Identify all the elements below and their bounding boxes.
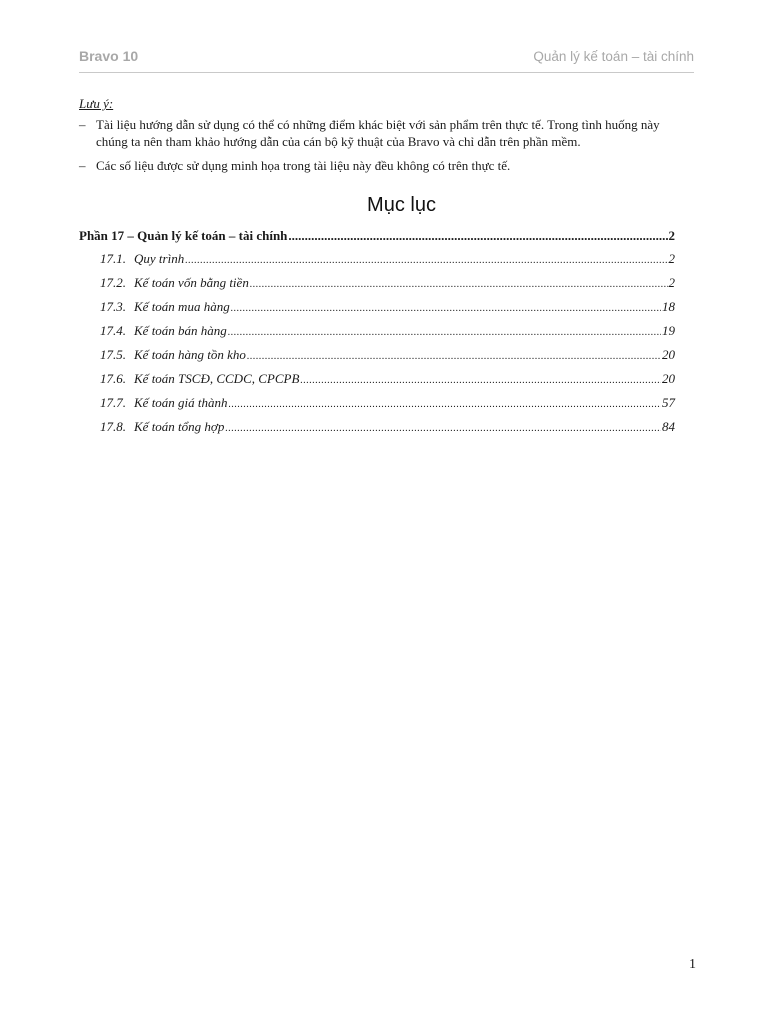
- toc-leader-dots: [229, 394, 661, 413]
- toc-entry-page: 19: [662, 323, 675, 338]
- toc-entry[interactable]: [79, 322, 675, 346]
- toc-entry-main[interactable]: [79, 227, 675, 250]
- note-block: [79, 95, 694, 181]
- toc-entry-text: Kế toán bán hàng: [134, 323, 227, 338]
- header-section-title: Quản lý kế toán – tài chính: [533, 49, 694, 64]
- toc-entry-page: 2: [668, 275, 675, 290]
- toc-entry-page: 2: [668, 251, 675, 266]
- toc-leader-dots: [231, 298, 661, 317]
- toc-entry-page: 18: [662, 299, 675, 314]
- toc-entry[interactable]: [79, 394, 675, 418]
- toc-leader-dots: [228, 322, 661, 341]
- toc-entry-number: 17.5.: [100, 347, 126, 362]
- toc-entry[interactable]: [79, 370, 675, 394]
- toc-leader-dots: [225, 418, 661, 437]
- toc-entry-text: Kế toán mua hàng: [134, 299, 230, 314]
- toc-entry-text: Kế toán hàng tồn kho: [134, 347, 246, 362]
- toc-entry-number: 17.3.: [100, 299, 126, 314]
- toc-entry-text: Kế toán giá thành: [134, 395, 228, 410]
- toc-entry-page: 2: [668, 228, 675, 243]
- page-header: [79, 46, 694, 73]
- note-item: [79, 116, 694, 150]
- toc-leader-dots: [247, 346, 661, 365]
- toc-entry-text: Kế toán TSCĐ, CCDC, CPCPB: [134, 371, 300, 386]
- note-title: Lưu ý:: [79, 96, 114, 111]
- toc-leader-dots: [300, 370, 661, 389]
- toc-entry[interactable]: [79, 418, 675, 442]
- toc-entry-number: 17.2.: [100, 275, 126, 290]
- toc-entry-text: Phần 17 – Quản lý kế toán – tài chính: [79, 228, 288, 243]
- toc-entry-page: 57: [662, 395, 675, 410]
- toc-leader-dots: [250, 274, 668, 293]
- toc-entry-page: 20: [662, 347, 675, 362]
- toc-entry[interactable]: [79, 250, 675, 274]
- dash-bullet: –: [79, 158, 86, 173]
- page-number: 1: [689, 957, 696, 972]
- note-item: [79, 157, 694, 174]
- header-product-name: Bravo 10: [79, 48, 139, 64]
- toc-entry-number: 17.6.: [100, 371, 126, 386]
- toc-leader-dots: [185, 250, 667, 269]
- toc-entry[interactable]: [79, 298, 675, 322]
- toc-entry-number: 17.8.: [100, 419, 126, 434]
- note-item-text: Tài liệu hướng dẫn sử dụng có thể có những điểm khác biệt với sản phẩm trên thực tế. Trong tình huống này chúng ta nên tham khảo hướng dẫn của cán bộ kỹ thuật của Bravo và chỉ dẫn trên phần mềm.: [96, 117, 660, 149]
- toc-entry-page: 20: [662, 371, 675, 386]
- toc-entry-page: 84: [662, 419, 675, 434]
- toc-entry[interactable]: [79, 346, 675, 370]
- toc-entry-number: 17.1.: [100, 251, 126, 266]
- toc-title: Mục lục: [367, 194, 436, 216]
- toc-entry[interactable]: [79, 274, 675, 298]
- toc-entry-text: Kế toán vốn bằng tiền: [134, 275, 249, 290]
- toc-entry-text: Kế toán tổng hợp: [134, 419, 225, 434]
- dash-bullet: –: [79, 117, 86, 132]
- toc-entry-number: 17.7.: [100, 395, 126, 410]
- toc-entry-number: 17.4.: [100, 323, 126, 338]
- toc-entry-text: Quy trình: [134, 251, 185, 266]
- toc-leader-dots: [288, 227, 667, 244]
- note-item-text: Các số liệu được sử dụng minh họa trong tài liệu này đều không có trên thực tế.: [96, 158, 511, 173]
- table-of-contents: [79, 227, 675, 442]
